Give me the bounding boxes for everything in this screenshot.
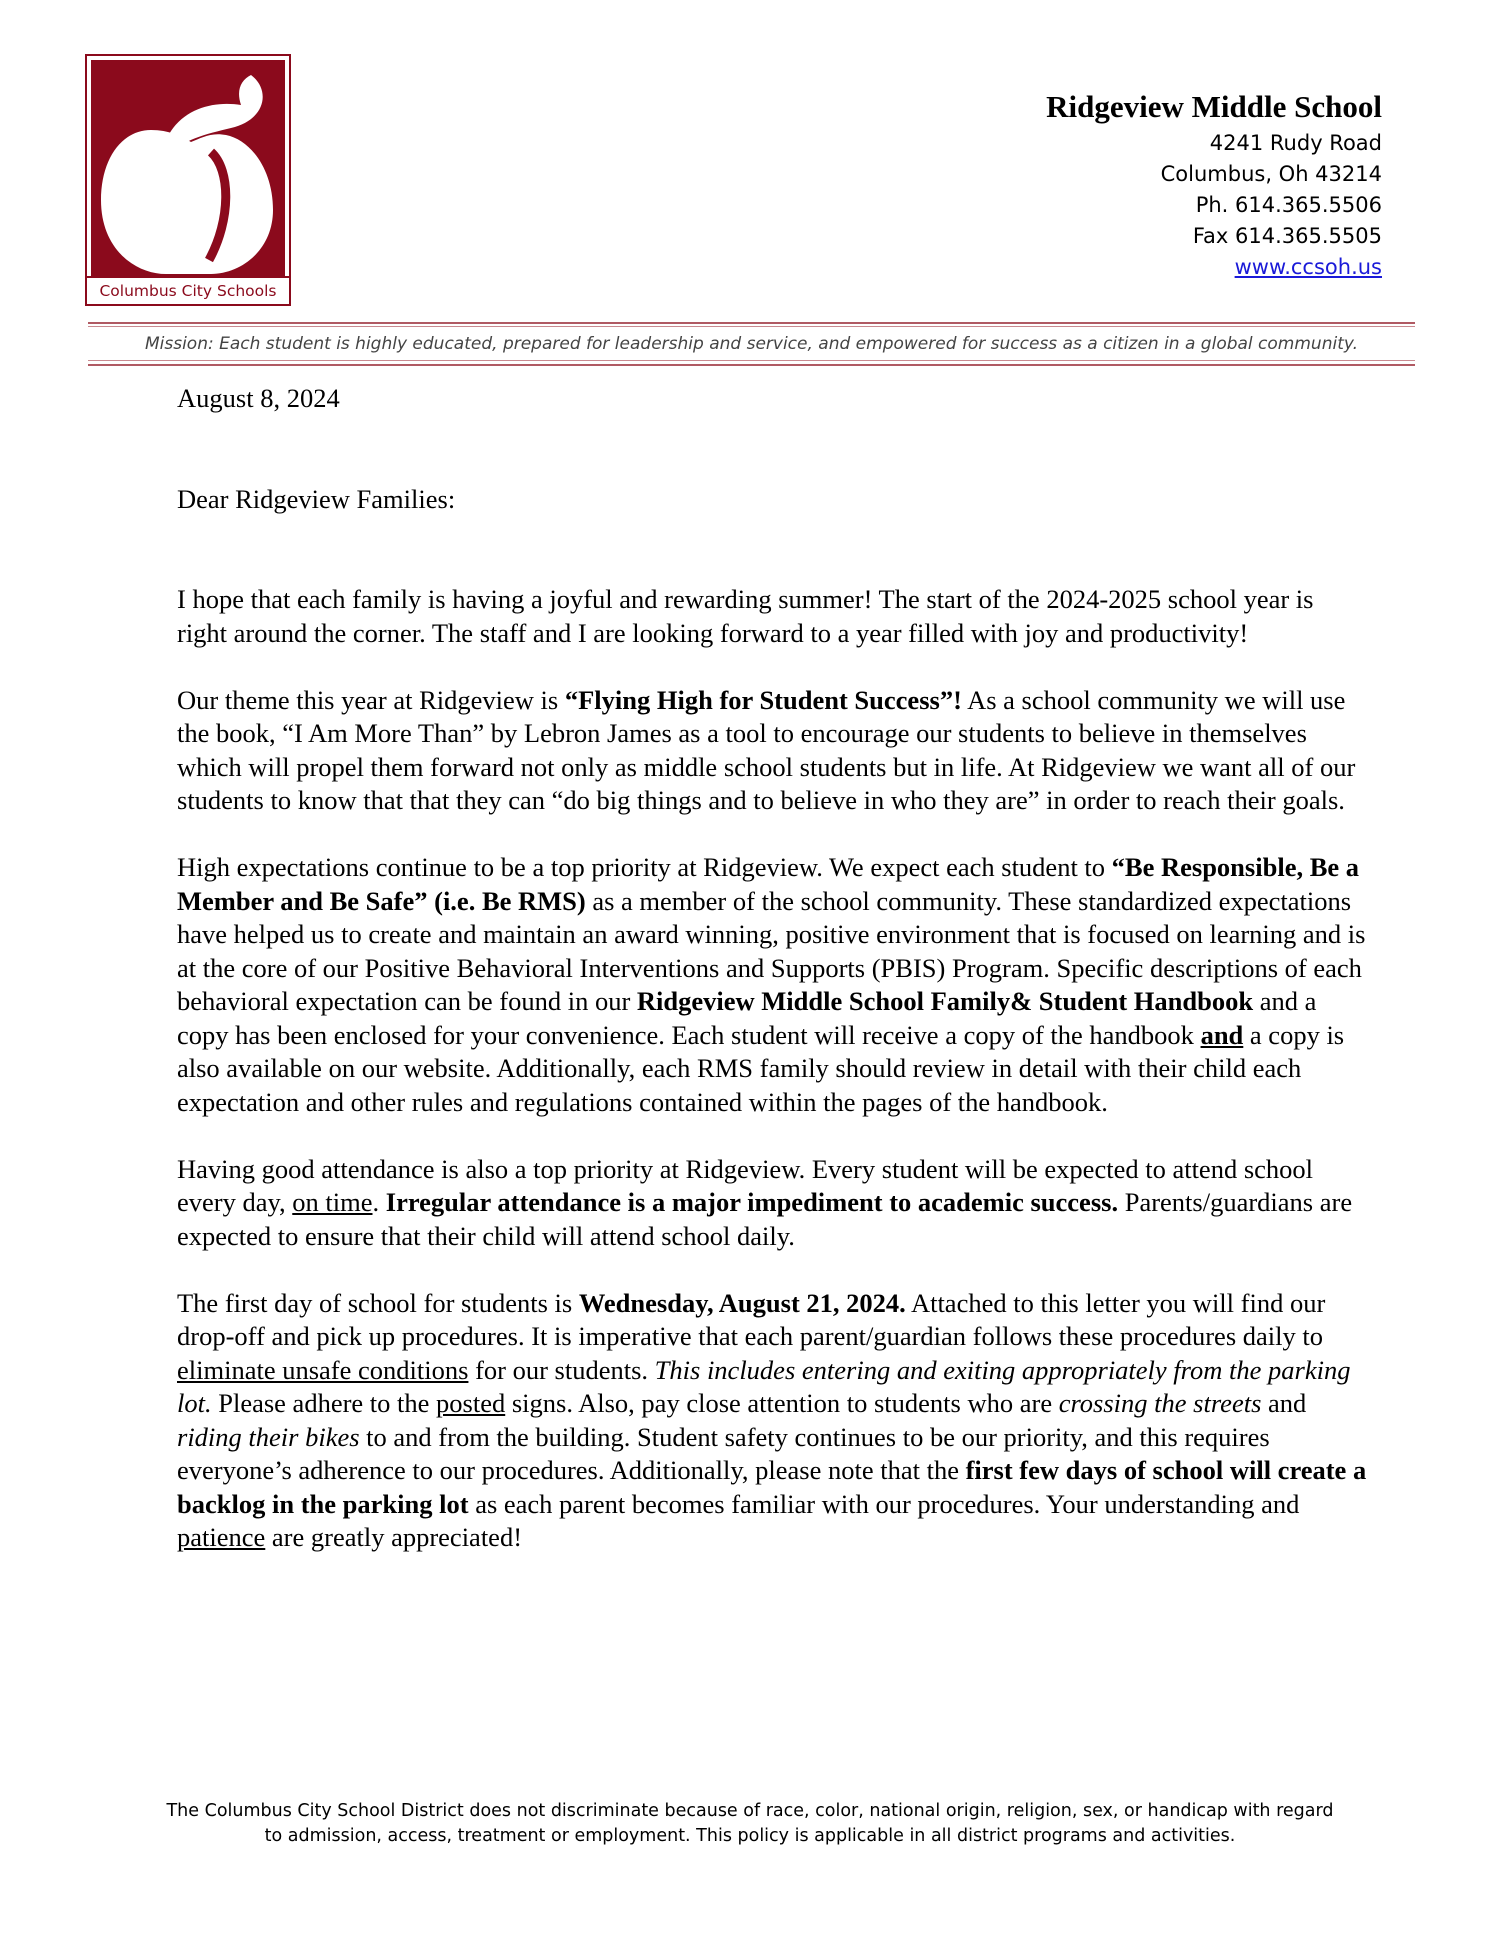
paragraph-first-day: The first day of school for students is Wednesday, August 21, 2024. Attached to this letter you will find our drop-off and pick up procedures. It is imperative that each parent/guardian follows these procedures daily to eliminate unsafe conditions for our students. This includes entering and exiting appropriately from the parking lot. Please adhere to the posted signs. Also, pay close attention to students who are crossing the streets and riding their bikes to and from the building. Student safety continues to be our priority, and this requires everyone’s adherence to our procedures. Additionally, please note that the first few days of school will create a backlog in the parking lot as each parent becomes familiar with our procedures. Your understanding and patience are greatly appreciated!	[177, 1287, 1367, 1552]
paragraph-attendance: Having good attendance is also a top priority at Ridgeview. Every student will be expected to attend school every day, on time. Irregular attendance is a major impediment to academic success. Parents/guardians are expected to ensure that their child will attend school daily.	[177, 1153, 1353, 1251]
website-link[interactable]: www.ccsoh.us	[1234, 255, 1382, 279]
salutation: Dear Ridgeview Families:	[177, 483, 456, 514]
paragraph-intro: I hope that each family is having a joyful and rewarding summer! The start of the 2024-2025 school year is right around the corner. The staff and I are looking forward to a year filled with joy and productivity!	[177, 584, 1314, 648]
letter-date: August 8, 2024	[177, 383, 340, 413]
letter-body	[177, 382, 1367, 1588]
divider-top	[88, 322, 1415, 324]
mission-statement: Mission: Each student is highly educated, prepared for leadership and service, and empowered for success as a citizen in a global community.	[144, 334, 1359, 354]
district-logo	[85, 54, 291, 306]
paragraph-expectations: High expectations continue to be a top priority at Ridgeview. We expect each student to “Be Responsible, Be a Member and Be Safe” (i.e. Be RMS) as a member of the school community. These standardized expectations have helped us to create and maintain an award winning, positive environment that is focused on learning and is at the core of our Positive Behavioral Interventions and Supports (PBIS) Program. Specific descriptions of each behavioral expectation can be found in our Ridgeview Middle School Family& Student Handbook and a copy has been enclosed for your convenience. Each student will receive a copy of the handbook and a copy is also available on our website. Additionally, each RMS family should review in detail with their child each expectation and other rules and regulations contained within the pages of the handbook.	[177, 852, 1366, 1117]
footer-line-2: to admission, access, treatment or employment. This policy is applicable in all district programs and activities.	[264, 1826, 1236, 1846]
divider-bottom	[88, 364, 1415, 366]
divider-top-thin	[88, 326, 1415, 327]
apple-icon	[91, 60, 285, 274]
nondiscrimination-footer	[120, 1799, 1380, 1849]
divider-bottom-thin	[88, 360, 1415, 361]
logo-emblem	[91, 60, 285, 300]
city-state-zip: Columbus, Oh 43214	[1160, 162, 1382, 186]
school-name: Ridgeview Middle School	[1046, 89, 1382, 124]
street-address: 4241 Rudy Road	[1209, 131, 1382, 155]
be-rms-motto: “Be Responsible, Be a Member and Be Safe” (i.e. Be RMS)	[177, 852, 1360, 916]
phone-number: Ph. 614.365.5506	[1195, 193, 1382, 217]
first-day-date: Wednesday, August 21, 2024.	[578, 1287, 906, 1318]
paragraph-theme: Our theme this year at Ridgeview is “Flying High for Student Success”! As a school community we will use the book, “I Am More Than” by Lebron James as a tool to encourage our students to believe in themselves which will propel them forward not only as middle school students but in life. At Ridgeview we want all of our students to know that that they can “do big things and to believe in who they are” in order to reach their goals.	[177, 684, 1356, 815]
footer-line-1: The Columbus City School District does not discriminate because of race, color, national origin, religion, sex, or handicap with regard	[166, 1801, 1334, 1821]
logo-caption: Columbus City Schools	[87, 276, 289, 304]
theme-title: “Flying High for Student Success”!	[564, 684, 962, 715]
school-address-block	[1046, 88, 1382, 283]
handbook-title: Ridgeview Middle School Family& Student Handbook	[636, 986, 1254, 1016]
fax-number: Fax 614.365.5505	[1192, 224, 1382, 248]
